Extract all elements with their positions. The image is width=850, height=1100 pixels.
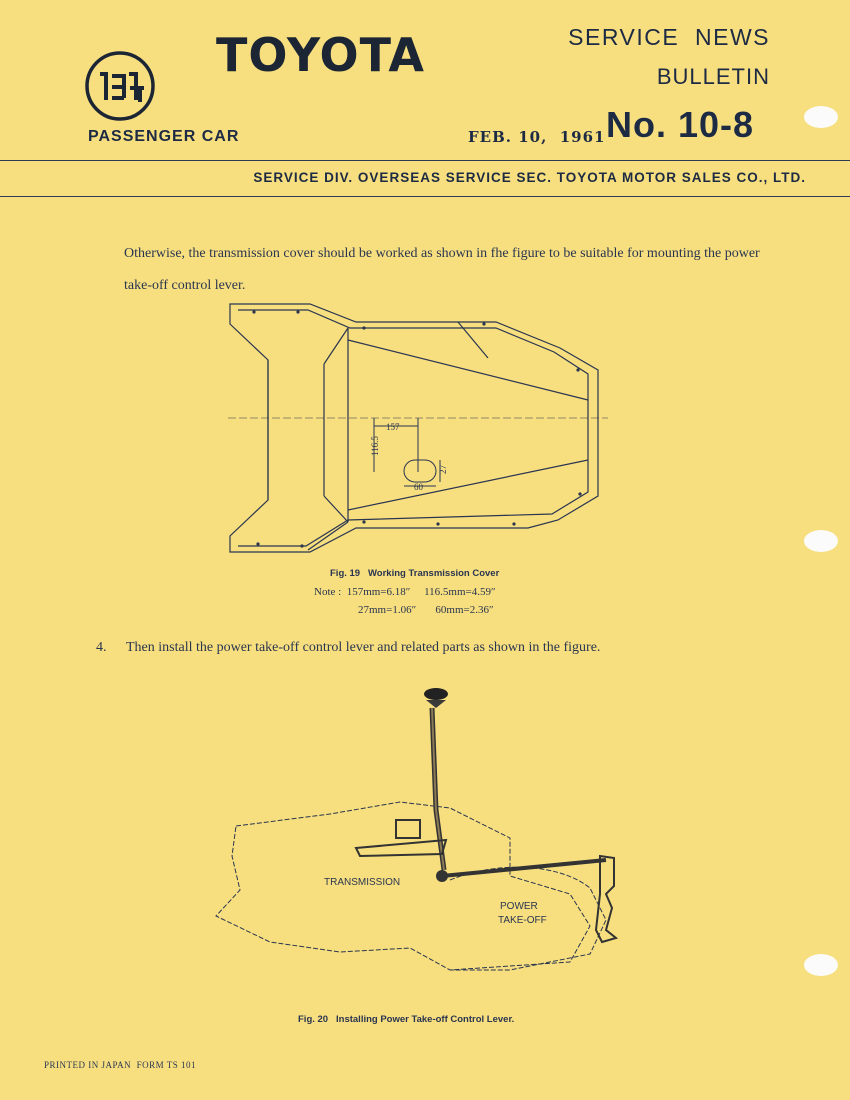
toyota-emblem-logo (84, 50, 156, 122)
category-label: PASSENGER CAR (88, 128, 240, 145)
dim-27-label: 27 (438, 465, 448, 474)
fig19-caption: Fig. 19 Working Transmission Cover (330, 568, 500, 579)
brand-title: TOYOTA (216, 28, 426, 82)
footer-print-note: PRINTED IN JAPAN FORM TS 101 (44, 1060, 197, 1070)
fig19-note-row-1: Note : 157mm=6.18″ 116.5mm=4.59″ (314, 586, 496, 598)
fig20-pto-lever-drawing (210, 680, 640, 980)
dim-157-label: 157 (386, 422, 400, 432)
dim-60-label: 60 (414, 482, 423, 492)
step-number: 4. (96, 640, 107, 655)
header-rule-bottom (0, 196, 850, 197)
header-rule-top (0, 160, 850, 161)
bulletin-date: FEB. 10, 1961 (468, 128, 606, 146)
fig19-note-row-2: 27mm=1.06″ 60mm=2.36″ (358, 604, 494, 616)
bulletin-number: No. 10-8 (606, 104, 755, 145)
step-4 (96, 640, 600, 656)
pto-label-line-1: POWER (500, 901, 538, 912)
dim-116-5-label: 116.5 (370, 436, 380, 456)
fig20-caption: Fig. 20 Installing Power Take-off Control Lever. (298, 1014, 515, 1025)
intro-paragraph: Otherwise, the transmission cover should be worked as shown in fhe figure to be suitable for mounting the power take-off control lever. (124, 246, 760, 293)
pto-label-line-2: TAKE-OFF (498, 915, 547, 926)
bulletin-title: BULLETIN (656, 64, 770, 89)
service-news-title: SERVICE NEWS (568, 24, 770, 50)
binder-hole (804, 954, 838, 976)
binder-hole (804, 530, 838, 552)
binder-hole (804, 106, 838, 128)
transmission-label: TRANSMISSION (324, 877, 401, 888)
division-line: SERVICE DIV. OVERSEAS SERVICE SEC. TOYOTA MOTOR SALES CO., LTD. (253, 170, 806, 185)
fig19-transmission-cover-drawing (228, 300, 608, 558)
step-text: Then install the power take-off control lever and related parts as shown in the figure. (126, 640, 601, 655)
